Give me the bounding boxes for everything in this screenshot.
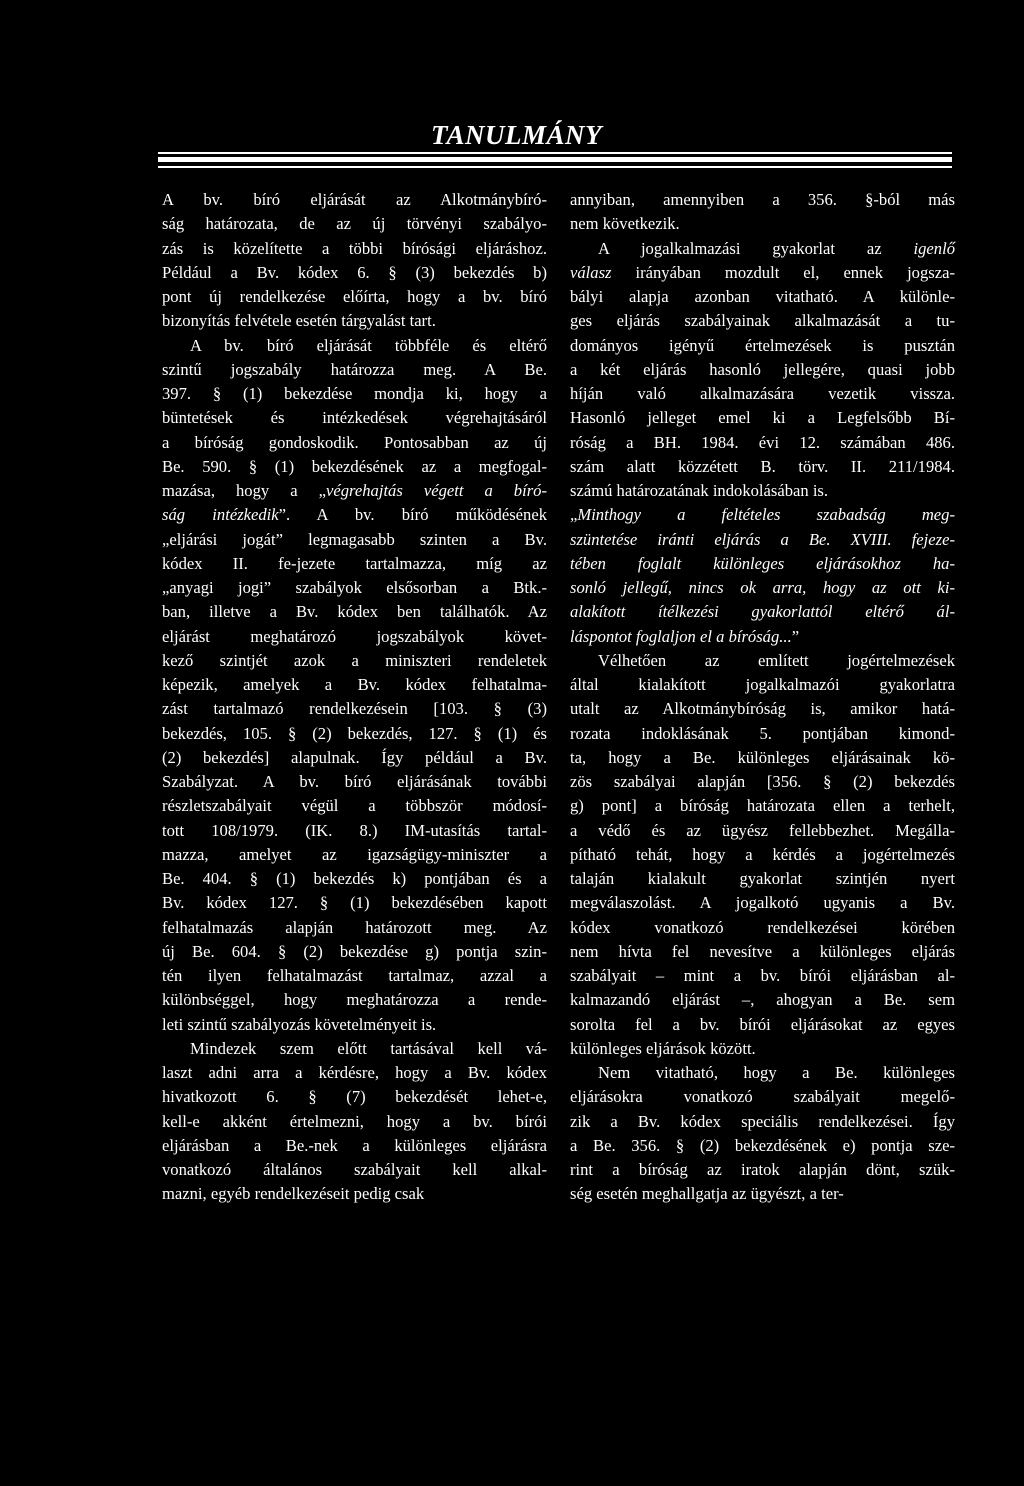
right-column-text-line: annyiban, amennyiben a 356. §-ból más [570, 190, 955, 209]
right-column-text-line: talaján kialakult gyakorlat szintjén nyert [570, 869, 955, 888]
header-rule-thin-bottom [158, 166, 952, 168]
right-column-text-line: zös szabályai alapján [356. § (2) bekezdés [570, 772, 955, 791]
left-column-text-line: felhatalmazás alapján határozott meg. Az [162, 917, 547, 937]
left-column-text-line: részletszabályait végül a többször módosí- [162, 796, 547, 816]
right-column-text-line: a védő és az ügyész fellebbezhet. Megálla- [570, 820, 955, 840]
right-column-text-line: kalmazandó eljárást –, ahogyan a Be. sem [570, 990, 955, 1010]
left-column-text-line: laszt adni arra a kérdésre, hogy a Bv. kódex [162, 1063, 547, 1082]
right-column-text-line: alakított ítélkezési gyakorlattól eltérő ál- [570, 602, 955, 622]
left-column-text-line: büntetések és intézkedések végrehajtásáról [162, 408, 547, 428]
right-column-text-line: utalt az Alkotmánybíróság is, amikor hatá- [570, 699, 955, 719]
right-column-text-line: ges eljárás szabályainak alkalmazását a tu- [570, 311, 955, 331]
right-column-text-line: kódex vonatkozó rendelkezései körében [570, 917, 955, 937]
left-column-text-line: új Be. 604. § (2) bekezdése g) pontja szin- [162, 941, 547, 961]
left-column-text-line: ban, illetve a Bv. kódex ben találhatók. Az [162, 602, 547, 622]
right-column-text-line: láspontot foglaljon el a bíróság...” [570, 626, 800, 646]
right-column-text-line: Nem vitatható, hogy a Be. különleges [598, 1063, 955, 1082]
left-column-text-line: különbséggel, hogy meghatározza a rende- [162, 990, 547, 1010]
right-column-text-line: „Minthogy a feltételes szabadság meg- [570, 505, 955, 525]
left-column-text-line: kell-e akként értelmezni, hogy a bv. bírói [162, 1111, 547, 1131]
left-column-text-line: A bv. bíró eljárását többféle és eltérő [190, 335, 547, 355]
left-column-text-line: Be. 590. § (1) bekezdésének az a megfogal- [162, 456, 547, 476]
right-column-text-line: ség esetén meghallgatja az ügyészt, a ter- [570, 1184, 844, 1204]
page-header [158, 118, 952, 178]
left-column-text-line: képezik, amelyek a Bv. kódex felhatalma- [162, 675, 547, 694]
left-column-text-line: ság határozata, de az új törvényi szabályo- [162, 214, 547, 234]
left-column-text-line: Be. 404. § (1) bekezdés k) pontjában és a [162, 869, 547, 888]
left-text-column [162, 188, 547, 1207]
right-column-text-line: zik a Bv. kódex speciális rendelkezései. Így [570, 1111, 955, 1131]
right-column-text-line: Hasonló jelleget emel ki a Legfelsőbb Bí- [570, 408, 955, 428]
right-column-text-line: bályi alapja azonban vitatható. A különle- [570, 287, 955, 306]
left-column-text-line: Bv. kódex 127. § (1) bekezdésében kapott [162, 893, 547, 913]
left-column-text-line: Mindezek szem előtt tartásával kell vá- [190, 1038, 547, 1058]
left-column-text-line: 397. § (1) bekezdése mondja ki, hogy a [162, 384, 547, 403]
left-column-text-line: bizonyítás felvétele esetén tárgyalást tart. [162, 311, 436, 331]
left-column-text-line: bekezdés, 105. § (2) bekezdés, 127. § (1) és [162, 723, 547, 743]
left-column-text-line: (2) bekezdés] alapulnak. Így például a Bv. [162, 747, 547, 767]
right-column-text-line: szabályait – mint a bv. bírói eljárásban al- [570, 966, 955, 985]
left-column-text-line: Szabályzat. A bv. bíró eljárásának további [162, 772, 547, 791]
right-column-text-line: híján való alkalmazására vezetik vissza. [570, 384, 955, 403]
right-column-text-line: nem következik. [570, 214, 680, 234]
right-column-text-line: szüntetése iránti eljárás a Be. XVIII. fejeze- [570, 529, 955, 549]
right-column-text-line: a két eljárás hasonló jellegére, quasi jobb [570, 359, 955, 379]
right-column-text-line: megválaszolást. A jogalkotó ugyanis a Bv. [570, 893, 955, 913]
right-text-column [570, 188, 955, 1207]
left-column-text-line: „eljárási jogát” legmagasabb szinten a Bv. [162, 529, 547, 549]
section-title: TANULMÁNY [431, 120, 603, 150]
right-column-text-line: g) pont] a bíróság határozata ellen a terhelt, [570, 796, 955, 816]
right-column-text-line: által kialakított jogalkalmazói gyakorlatra [570, 675, 955, 694]
left-column-text-line: kező szintjét azok a miniszteri rendeletek [162, 650, 547, 670]
left-column-text-line: tott 108/1979. (IK. 8.) IM-utasítás tartal- [162, 820, 547, 840]
left-column-text-line: pont új rendelkezése előírta, hogy a bv. bíró [162, 287, 547, 306]
right-column-text-line: róság a BH. 1984. évi 12. számában 486. [570, 432, 955, 452]
right-column-text-line: A jogalkalmazási gyakorlat az igenlő [598, 238, 955, 258]
right-column-text-line: különleges eljárások között. [570, 1038, 756, 1058]
right-column-text-line: sorolta fel a bv. bírói eljárásokat az egyes [570, 1014, 955, 1034]
left-column-text-line: kódex II. fe-jezete tartalmazza, míg az [162, 553, 547, 573]
left-column-text-line: mazni, egyéb rendelkezéseit pedig csak [162, 1184, 425, 1204]
left-column-text-line: Például a Bv. kódex 6. § (3) bekezdés b) [162, 262, 547, 282]
left-column-text-line: szintű jogszabály határozza meg. A Be. [162, 359, 547, 379]
left-column-text-line: mazza, amelyet az igazságügy-miniszter a [162, 844, 547, 864]
right-column-text-line: válasz irányában mozdult el, ennek jogsza- [570, 262, 955, 282]
right-column-text-line: pítható tehát, hogy a kérdés a jogértelmezés [570, 844, 955, 864]
left-column-text-line: hivatkozott 6. § (7) bekezdését lehet-e, [162, 1087, 547, 1107]
left-column-text-line: leti szintű szabályozás követelményeit is. [162, 1014, 437, 1034]
left-column-text-line: eljárást meghatározó jogszabályok követ- [162, 626, 547, 646]
right-column-text-line: ta, hogy a Be. különleges eljárásainak kö- [570, 747, 955, 767]
right-column-text-line: tében foglalt különleges eljárásokhoz ha- [570, 553, 955, 573]
left-column-text-line: ság intézkedik”. A bv. bíró működésének [162, 505, 547, 525]
left-column-text-line: zást tartalmazó rendelkezésein [103. § (3) [162, 699, 547, 719]
right-column-text-line: a Be. 356. § (2) bekezdésének e) pontja sze- [570, 1135, 955, 1155]
right-column-text-line: eljárásokra vonatkozó szabályait megelő- [570, 1087, 955, 1107]
left-column-text-line: vonatkozó általános szabályait kell alkal- [162, 1160, 547, 1179]
left-column-text-line: zás is közelítette a többi bírósági eljáráshoz. [162, 238, 547, 258]
header-rule-thick [158, 157, 952, 162]
left-column-text-line: mazása, hogy a „végrehajtás végett a bíró- [162, 481, 547, 500]
right-column-text-line: számú határozatának indokolásában is. [570, 481, 829, 500]
right-column-text-line: Vélhetően az említett jogértelmezések [598, 650, 955, 670]
right-column-text-line: rozata indoklásának 5. pontjában kimond- [570, 723, 955, 743]
left-column-text-line: A bv. bíró eljárását az Alkotmánybíró- [162, 190, 547, 209]
right-column-text-line: dományos igényű értelmezések is pusztán [570, 335, 955, 355]
right-column-text-line: rint a bíróság az iratok alapján dönt, szük- [570, 1160, 955, 1179]
left-column-text-line: a bíróság gondoskodik. Pontosabban az új [162, 432, 547, 452]
right-column-text-line: sonló jellegű, nincs ok arra, hogy az ott ki- [570, 578, 955, 597]
left-column-text-line: eljárásban a Be.-nek a különleges eljárásra [162, 1135, 547, 1155]
right-column-text-line: szám alatt közzétett B. törv. II. 211/1984. [570, 456, 955, 476]
left-column-text-line: tén ilyen felhatalmazást tartalmaz, azzal a [162, 966, 547, 985]
left-column-text-line: „anyagi jogi” szabályok elsősorban a Btk.- [162, 578, 547, 597]
right-column-text-line: nem hívta fel nevesítve a különleges eljárás [570, 941, 955, 961]
header-rule-thin-top [158, 152, 952, 154]
